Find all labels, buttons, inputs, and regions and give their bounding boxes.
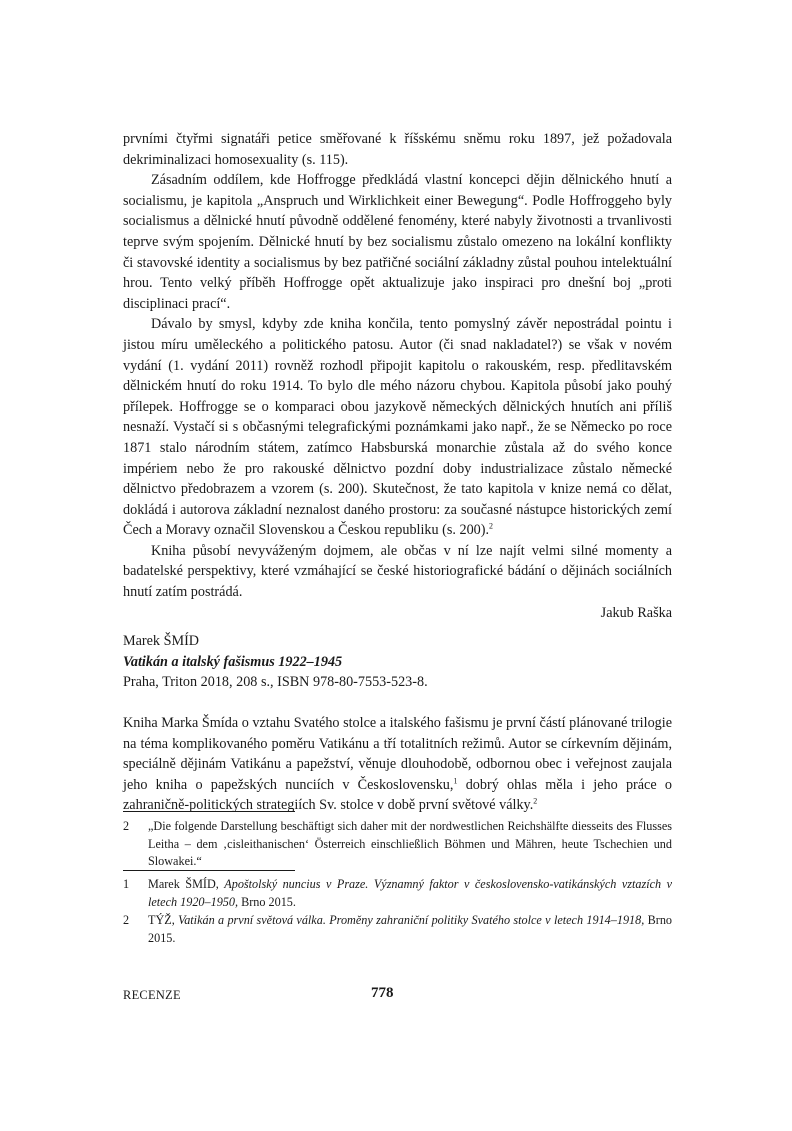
author-first-name: Marek xyxy=(123,633,161,649)
footnote-title: Vatikán a první světová válka. Proměny zahraniční politiky Svatého stolce v letech 1914–1918, xyxy=(178,913,645,927)
page-number: 778 xyxy=(371,985,394,1001)
reviewer-signature: Jakub Raška xyxy=(600,604,672,621)
paragraph-text: Dávalo by smysl, kdyby zde kniha končila, tento pomyslný závěr nepostrádal pointu i jistou míru uměleckého a politického patosu. Autor (či snad nakladatel?) se však v novém vydání (1. vydání 2011) rovněž rozhodl připojit kapitolu o rakouském, resp. předlitavském dělnickém hnutí do roku 1914. To bylo dle mého názoru chybou. Kapitola působí jako pouhý přílepek. Hoffrogge se o komparaci obou jazykově německých dělnických hnutích ani příliš nesnaží. Vystačí si s občasnými telegrafickými poznámkami jako např., že se Německo po roce 1871 stalo národním státem, zatímco Habsburská monarchie zůstala až do svého konce impériem nebo že pro rakouské dělnictvo pozdní doby industrializace zůstalo německé dělnictvo předobrazem a vzorem (s. 200). Skutečnost, že tato kapitola v knize nemá co dělat, dokládá i autorova základní neznalost daného prostoru: za současné nástupce historických zemí Čech a Moravy označil Slovenskou a Českou republiku (s. 200). xyxy=(123,316,672,539)
paragraph-text: dobrý ohlas měla i jeho práce o zahraničně-politických strategiích Sv. stolce v době první světové války. xyxy=(123,776,673,814)
footnote-author: TÝŽ, xyxy=(148,913,175,927)
review-continuation xyxy=(123,129,672,623)
footnote-ref: 2 xyxy=(533,796,538,806)
footnote-text xyxy=(148,876,672,911)
footnote-rest: Brno 2015. xyxy=(241,894,296,909)
author-last-name: ŠMÍD xyxy=(163,633,200,649)
section-label: RECENZE xyxy=(123,988,181,1002)
footnote-separator xyxy=(123,870,295,871)
footnote-author: Marek ŠMÍD, xyxy=(148,877,219,891)
footnote xyxy=(123,876,672,911)
paragraph: Kniha působí nevyváženým dojmem, ale občas v ní lze najít velmi silné momenty a badatelské perspektivy, které vzmáhající se české historiografické bádání o dějinách sociálních hnutí zatím postrádá. xyxy=(123,542,672,601)
book-imprint: Praha, Triton 2018, 208 s., ISBN 978-80-7553-523-8. xyxy=(123,674,428,690)
review-header xyxy=(123,631,672,693)
footnote-text: „Die folgende Darstellung beschäftigt sich daher mit der nordwestlichen Reichshälfte diesseits des Flusses Leitha – dem ‚cisleithanischen‘ Österreich einschließlich Böhmen und Mähren, heute Tschechien und Slowakei.“ xyxy=(148,819,672,869)
review-body xyxy=(123,713,672,816)
paragraph xyxy=(123,713,672,816)
footnote-separator xyxy=(123,811,295,812)
footnote-ref: 1 xyxy=(453,776,458,786)
paragraph-text: Kniha Marka Šmída o vztahu Svatého stolce a italského fašismu je první částí plánované trilogie na téma komplikovaného poměru Vatikánu a tří totalitních režimů. Autor se církevním dějinám, speciálně dějinám Vatikánu a papežství, věnuje dlouhodobě, odbornou obec i veřejnost zaujala jeho kniha o papežských nunciích v Československu, xyxy=(123,715,672,793)
footnote-ref: 2 xyxy=(489,521,494,531)
footnote-text xyxy=(148,912,672,947)
footnote-number: 2 xyxy=(123,819,130,833)
book-author xyxy=(123,631,672,652)
footnote-rest: Brno 2015. xyxy=(148,913,673,945)
footnote xyxy=(123,818,672,871)
paragraph xyxy=(123,314,672,541)
footnote-number: 2 xyxy=(123,913,130,927)
book-title: Vatikán a italský fašismus 1922–1945 xyxy=(123,653,343,670)
paragraph: prvními čtyřmi signatáři petice směřované k říšskému sněmu roku 1897, jež požadovala dekriminalizaci homosexuality (s. 115). xyxy=(123,131,672,168)
footnote-title: Apoštolský nuncius v Praze. Významný faktor v československo-vatikánských vztazích v letech 1920–1950, xyxy=(148,877,672,909)
footnote xyxy=(123,912,672,947)
footnote-number: 1 xyxy=(123,877,130,891)
paragraph: Zásadním oddílem, kde Hoffrogge předkládá vlastní koncepci dějin dělnického hnutí a socialismu, je kapitola „Anspruch und Wirklichkeit einer Bewegung“. Podle Hoffroggeho byly socialismus a dělnické hnutí původně oddělené fenomény, které nabyly životnosti a trvanlivosti teprve svým spojením. Dělnické hnutí by bez socialismu zůstalo omezeno na lokální konflikty či stavovské identity a socialismus by bez patřičné sociální základny zůstal pouhou intelektuální hrou. Tento velký příběh Hoffrogge opět aktualizuje jako inspiraci pro dnešní boj „proti disciplinaci prací“. xyxy=(123,172,672,312)
